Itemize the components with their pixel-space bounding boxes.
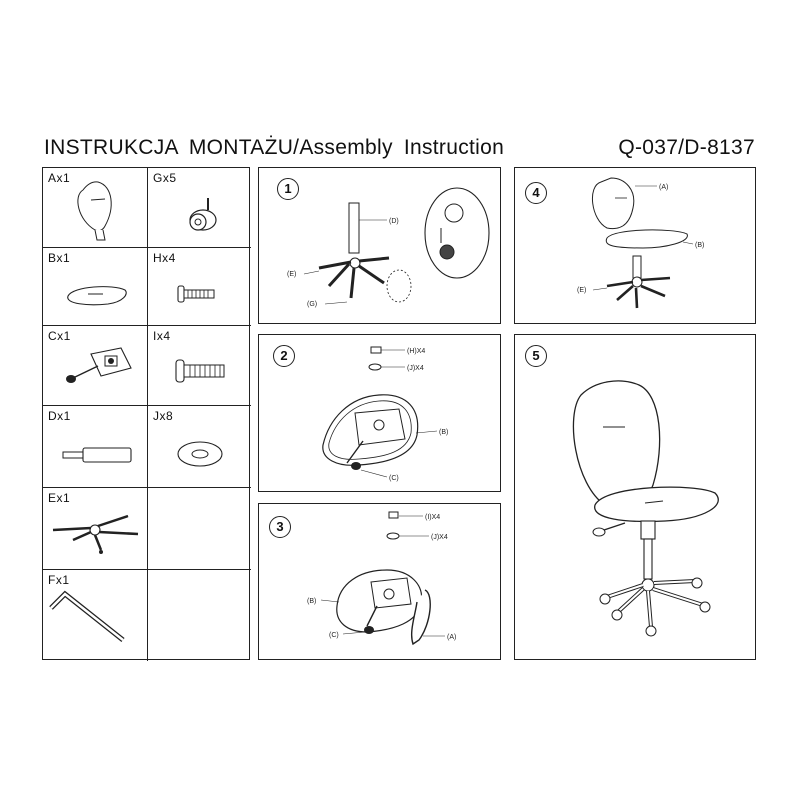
part-cell-j: [148, 406, 251, 488]
seat-icon: [43, 248, 148, 326]
part-cell-f: [43, 570, 148, 661]
step-2-diagram: [259, 335, 502, 493]
part-label-h: Hx4: [153, 251, 176, 265]
allen-key-icon: [43, 570, 148, 661]
step-5-diagram: [515, 335, 757, 661]
step-2-panel: [258, 334, 501, 492]
step-4-panel: [514, 167, 756, 324]
part-cell-d: [43, 406, 148, 488]
callout-e: (E): [287, 271, 297, 278]
step-number: 3: [269, 516, 291, 538]
callout-i: (I)X4: [425, 514, 441, 521]
bolt-h-icon: [148, 248, 251, 326]
part-cell-empty-1: [148, 488, 251, 570]
step-1-panel: [258, 167, 501, 324]
part-cell-b: [43, 248, 148, 326]
callout-d: (D): [389, 218, 399, 225]
part-label-e: Ex1: [48, 491, 71, 505]
callout-h: (H)X4: [407, 348, 426, 355]
part-cell-empty-2: [148, 570, 251, 661]
step-number: 4: [525, 182, 547, 204]
callout-b: (B): [307, 598, 317, 605]
callout-b: (B): [695, 242, 705, 249]
callout-c: (C): [329, 632, 339, 639]
callout-j: (J)X4: [407, 365, 424, 372]
step-3-diagram: [259, 504, 502, 661]
part-cell-g: [148, 168, 251, 248]
step-number: 1: [277, 178, 299, 200]
part-label-c: Cx1: [48, 329, 71, 343]
part-cell-h: [148, 248, 251, 326]
step-4-diagram: [515, 168, 757, 325]
step-3-panel: [258, 503, 501, 660]
part-label-j: Jx8: [153, 409, 174, 423]
part-label-i: Ix4: [153, 329, 171, 343]
caster-wheel-icon: [148, 168, 251, 248]
part-label-f: Fx1: [48, 573, 70, 587]
five-star-base-icon: [43, 488, 148, 570]
step-number: 2: [273, 345, 295, 367]
bolt-i-icon: [148, 326, 251, 406]
step-1-diagram: [259, 168, 502, 325]
part-cell-a: [43, 168, 148, 248]
mechanism-plate-icon: [43, 326, 148, 406]
part-label-d: Dx1: [48, 409, 71, 423]
part-cell-c: [43, 326, 148, 406]
step-number: 5: [525, 345, 547, 367]
part-label-b: Bx1: [48, 251, 71, 265]
step-5-panel: [514, 334, 756, 660]
part-cell-i: [148, 326, 251, 406]
washer-icon: [148, 406, 251, 488]
callout-a: (A): [659, 184, 669, 191]
callout-b: (B): [439, 429, 449, 436]
gas-lift-icon: [43, 406, 148, 488]
parts-list: [42, 167, 250, 660]
model-number: Q-037/D-8137: [618, 136, 755, 159]
backrest-icon: [43, 168, 148, 248]
callout-g: (G): [307, 301, 318, 308]
part-label-a: Ax1: [48, 171, 71, 185]
callout-c: (C): [389, 475, 399, 482]
document-title: INSTRUKCJA MONTAŻU/Assembly Instruction: [44, 136, 505, 159]
callout-a: (A): [447, 634, 457, 641]
callout-e: (E): [577, 287, 587, 294]
callout-j: (J)X4: [431, 534, 448, 541]
part-cell-e: [43, 488, 148, 570]
part-label-g: Gx5: [153, 171, 177, 185]
